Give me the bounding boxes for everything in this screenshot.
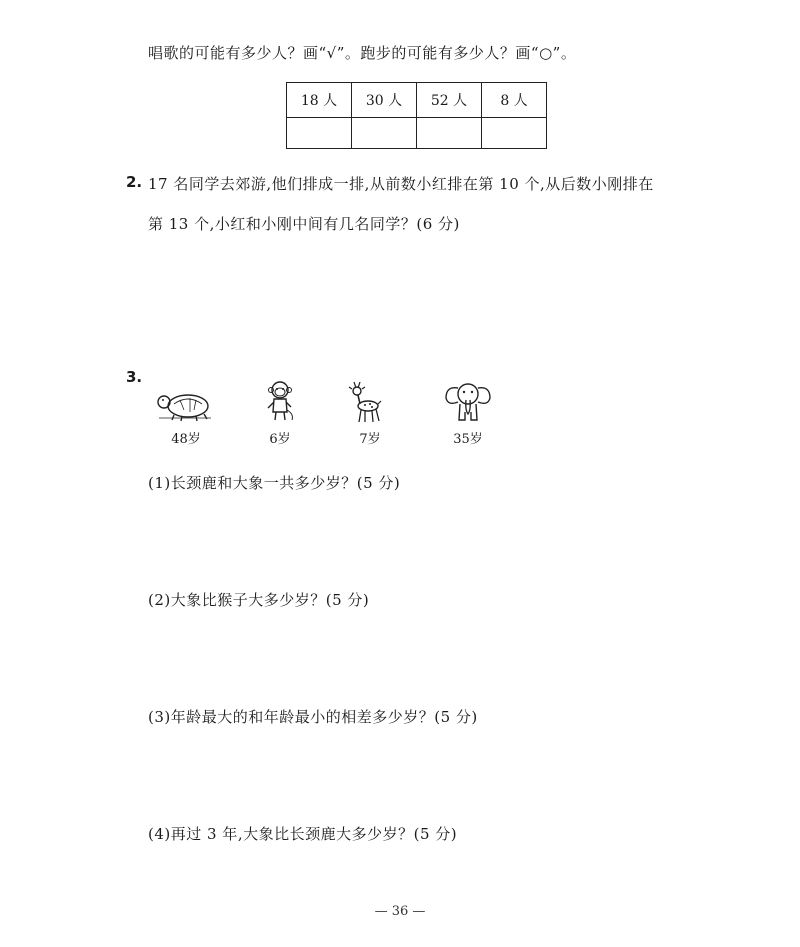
q2-line-2: 第 13 个,小红和小刚中间有几名同学？(6 分)	[148, 215, 460, 233]
page-number: — 36 —	[374, 904, 426, 919]
turtle-age: 48岁	[171, 432, 201, 447]
monkey-age: 6岁	[269, 432, 291, 447]
question-number-2: 2.	[126, 173, 143, 191]
option-cell: 18 人	[287, 83, 352, 118]
answer-cell[interactable]	[352, 118, 417, 149]
elephant-icon	[442, 380, 494, 424]
answer-cell[interactable]	[287, 118, 352, 149]
elephant-age: 35岁	[453, 432, 483, 447]
turtle-icon	[156, 388, 214, 422]
answer-table	[286, 82, 547, 149]
deer-age: 7岁	[359, 432, 381, 447]
option-cell: 52 人	[417, 83, 482, 118]
question-number-3: 3.	[126, 368, 143, 386]
monkey-icon	[264, 380, 296, 422]
q3-sub-1: (1)长颈鹿和大象一共多少岁？(5 分)	[148, 474, 401, 492]
deer-icon	[344, 380, 384, 424]
q3-sub-3: (3)年龄最大的和年龄最小的相差多少岁？(5 分)	[148, 708, 478, 726]
q1-instruction: 唱歌的可能有多少人？画“√”。跑步的可能有多少人？画“○”。	[148, 44, 577, 62]
q3-sub-4: (4)再过 3 年,大象比长颈鹿大多少岁？(5 分)	[148, 825, 458, 843]
option-cell: 30 人	[352, 83, 417, 118]
option-cell: 8 人	[482, 83, 547, 118]
q2-line-1: 17 名同学去郊游,他们排成一排,从前数小红排在第 10 个,从后数小刚排在	[148, 175, 654, 193]
answer-cell[interactable]	[482, 118, 547, 149]
answer-cell[interactable]	[417, 118, 482, 149]
q3-sub-2: (2)大象比猴子大多少岁？(5 分)	[148, 591, 370, 609]
